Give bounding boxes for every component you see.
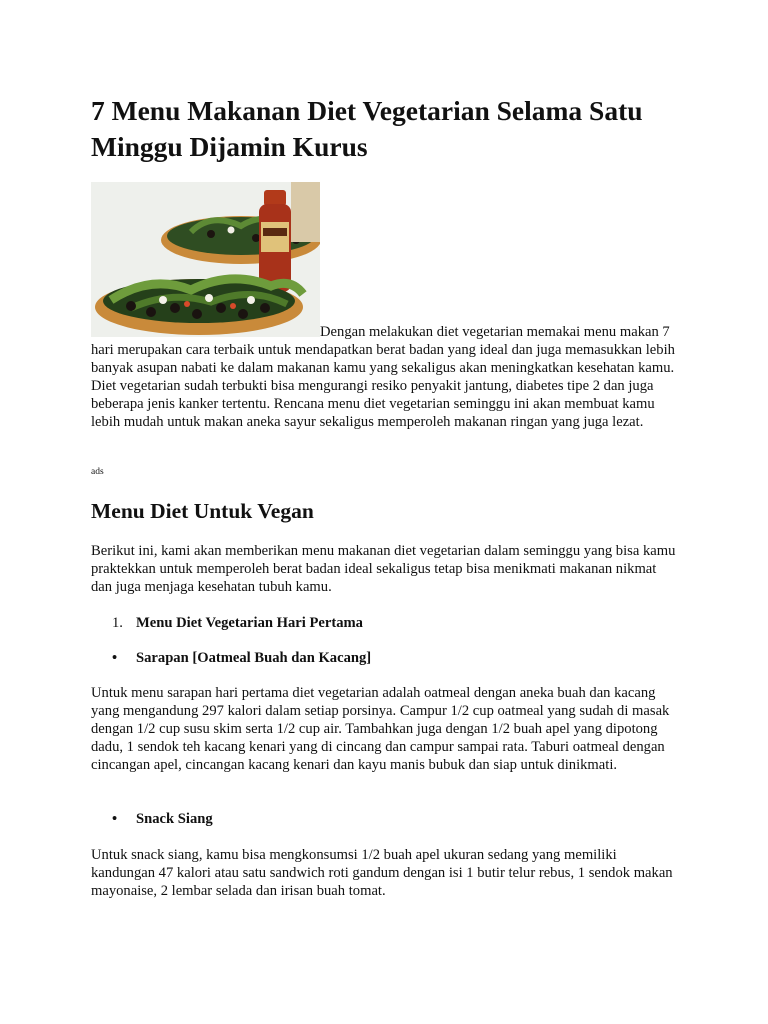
intro-block — [91, 182, 676, 432]
breakfast-heading: Sarapan [Oatmeal Buah dan Kacang] — [136, 650, 372, 666]
section-intro-paragraph: Berikut ini, kami akan memberikan menu makanan diet vegetarian dalam seminggu yang bisa kamu praktekkan untuk memperoleh berat badan ideal sekaligus tetap bisa menikmati makanan nikmat dan juga menjaga kesehatan tubuh kamu. — [91, 543, 676, 596]
ads-label: ads — [91, 467, 104, 477]
snack-bullet-item — [112, 810, 213, 828]
bullet-icon: • — [112, 650, 118, 666]
tostada-photo — [91, 182, 320, 337]
article-title: 7 Menu Makanan Diet Vegetarian Selama Satu Minggu Dijamin Kurus — [91, 95, 643, 162]
breakfast-paragraph: Untuk menu sarapan hari pertama diet vegetarian adalah oatmeal dengan aneka buah dan kacang yang mengandung 297 kalori dalam setiap porsinya. Campur 1/2 cup oatmeal yang sudah di masak dengan 1/2 cup susu skim serta 1/2 cup air. Tambahkan juga dengan 1/2 buah apel yang dipotong dadu, 1 sendok teh kacang kenari yang di cincang dan campur sampai rata. Taburi oatmeal dengan cincangan apel, cincangan kacang kenari dan kayu manis bubuk dan siap untuk dinikmati. — [91, 685, 670, 774]
day-one-heading: Menu Diet Vegetarian Hari Pertama — [136, 615, 363, 631]
day-one-list-item — [112, 614, 363, 632]
list-number: 1. — [112, 615, 123, 631]
bullet-icon: • — [112, 811, 118, 827]
snack-heading: Snack Siang — [136, 811, 213, 827]
intro-paragraph: Dengan melakukan diet vegetarian memakai menu makan 7 hari merupakan cara terbaik untuk mendapatkan berat badan yang ideal dan juga memasukkan lebih banyak asupan nabati ke dalam makanan kamu yang sekaligus akan meningkatkan kesehatan kamu. Diet vegetarian sudah terbukti bisa mengurangi resiko penyakit jantung, diabetes tipe 2 dan juga beberapa jenis kanker tertentu. Rencana menu diet vegetarian seminggu ini akan membuat kamu lebih mudah untuk makan aneka sayur sekaligus memperoleh makanan ringan yang juga lezat. — [91, 324, 675, 431]
breakfast-bullet-item — [112, 649, 371, 667]
section-heading: Menu Diet Untuk Vegan — [91, 499, 314, 523]
snack-paragraph: Untuk snack siang, kamu bisa mengkonsumsi 1/2 buah apel ukuran sedang yang memiliki kandungan 47 kalori atau satu sandwich roti gandum dengan isi 1 butir telur rebus, 1 sendok makan mayonaise, 2 lembar selada dan irisan buah tomat. — [91, 847, 673, 900]
